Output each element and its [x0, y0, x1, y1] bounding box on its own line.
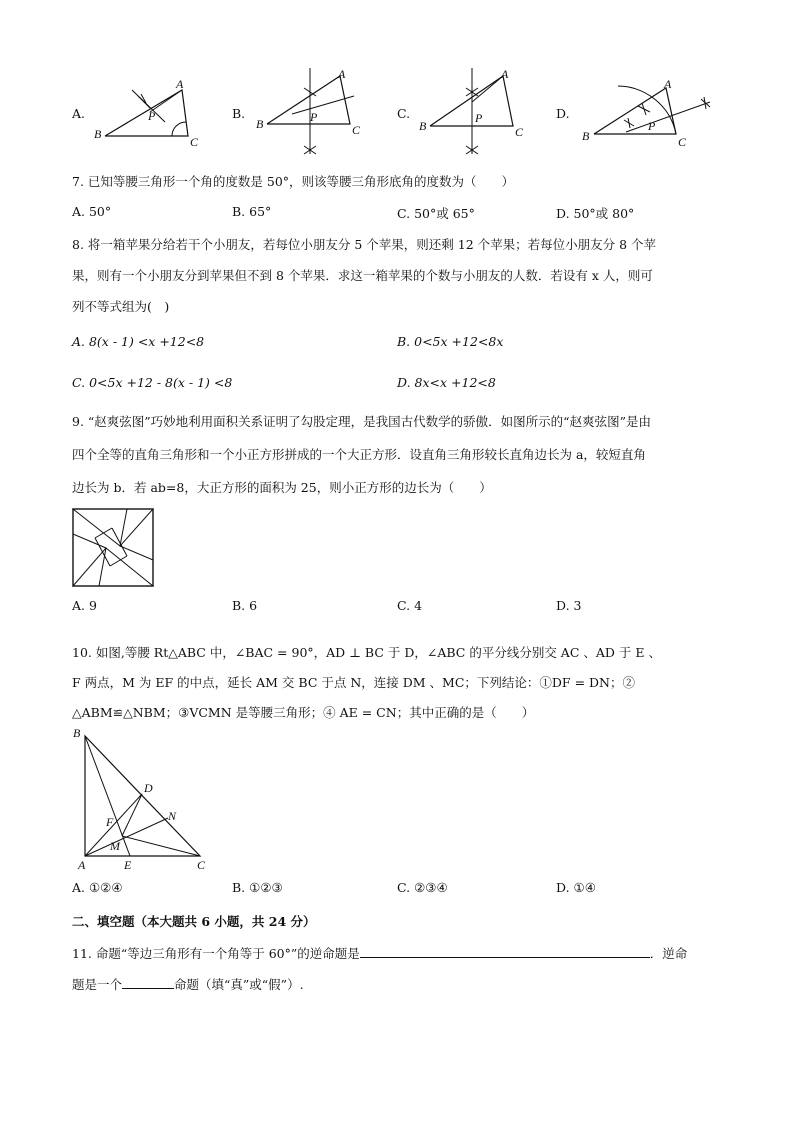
q6-figure-c [415, 66, 535, 158]
q11-blank-1[interactable] [360, 945, 650, 958]
q6-option-d-label: D. [556, 106, 570, 121]
q11-blank-2[interactable] [122, 976, 174, 989]
q6-figure-b [252, 66, 372, 158]
q10-line-3: △ABM≌△NBM；③VCMN 是等腰三角形；④ AE = CN；其中正确的是（ ） [72, 705, 535, 720]
q6-figure-d [578, 72, 728, 152]
q11-text-post-2: 命题（填“真”或“假”）. [174, 977, 304, 992]
q8-option-c: C. 0<5x +12 - 8(x - 1) <8 [72, 375, 233, 390]
q11-line-2 [72, 975, 304, 993]
point-label: P [310, 110, 318, 124]
point-label: A [664, 77, 672, 91]
q9-line-1: 9. “赵爽弦图”巧妙地利用面积关系证明了勾股定理，是我国古代数学的骄傲．如图所示的“赵爽弦图”是由 [72, 414, 651, 429]
q11-text-pre: 11. 命题“等边三角形有一个角等于 60°”的逆命题是 [72, 946, 360, 961]
point-label: P [648, 119, 656, 133]
q6-option-c-label: C. [397, 106, 411, 121]
q8-option-b: B. 0<5x +12<8x [397, 334, 504, 349]
q8-line-2: 果，则有一个小朋友分到苹果但不到 8 个苹果．求这一箱苹果的个数与小朋友的人数．若设有 x 人，则可 [72, 268, 653, 283]
point-label: A [338, 67, 346, 81]
q8-line-1: 8. 将一箱苹果分给若干个小朋友，若每位小朋友分 5 个苹果，则还剩 12 个苹果；若每位小朋友分 8 个苹 [72, 237, 657, 252]
point-label: B [256, 117, 264, 131]
q11-text-post: ．逆命 [649, 946, 688, 961]
q6-figure-a [90, 70, 210, 150]
q6-option-b-label: B. [232, 106, 246, 121]
point-label: N [168, 809, 177, 823]
point-label: A [78, 858, 86, 872]
q10-option-c: C. ②③④ [397, 880, 448, 895]
q8-option-a: A. 8(x - 1) <x +12<8 [72, 334, 205, 349]
q10-option-b: B. ①②③ [232, 880, 283, 895]
q7-option-d: D. 50°或 80° [556, 206, 635, 221]
q11-line-1 [72, 944, 687, 962]
q7-option-a: A. 50° [72, 204, 112, 219]
point-label: F [106, 815, 114, 829]
q8-option-d: D. 8x<x +12<8 [397, 375, 496, 390]
q10-line-1: 10. 如图,等腰 Rt△ABC 中，∠BAC = 90°，AD ⊥ BC 于 D，∠ABC 的平分线分别交 AC 、AD 于 E 、 [72, 645, 661, 660]
point-label: C [678, 135, 687, 149]
point-label: P [148, 109, 156, 123]
q9-option-a: A. 9 [72, 598, 97, 613]
q9-option-d: D. 3 [556, 598, 582, 613]
section-title: 二、填空题（本大题共 6 小题，共 24 分） [72, 914, 316, 929]
point-label: C [190, 135, 199, 149]
point-label: B [73, 726, 81, 740]
q7-option-b: B. 65° [232, 204, 272, 219]
q9-option-c: C. 4 [397, 598, 423, 613]
point-label: E [124, 858, 132, 872]
point-label: C [515, 125, 524, 139]
zhao-shuang-diagram [72, 508, 154, 588]
point-label: P [475, 111, 483, 125]
point-label: M [110, 839, 120, 853]
q7-stem: 7. 已知等腰三角形一个角的度数是 50°，则该等腰三角形底角的度数为（ ） [72, 174, 515, 189]
q6-option-a-label: A. [72, 106, 86, 121]
point-label: A [501, 67, 509, 81]
point-label: D [144, 781, 153, 795]
q10-line-2: F 两点，M 为 EF 的中点，延长 AM 交 BC 于点 N，连接 DM 、MC；下列结论：①DF = DN；② [72, 675, 635, 690]
q10-option-a: A. ①②④ [72, 880, 123, 895]
q10-option-d: D. ①④ [556, 880, 596, 895]
point-label: A [176, 77, 184, 91]
point-label: C [197, 858, 206, 872]
q11-text-pre-2: 题是一个 [72, 977, 123, 992]
q7-option-c: C. 50°或 65° [397, 206, 475, 221]
q10-triangle-figure [70, 726, 215, 874]
point-label: B [582, 129, 590, 143]
q9-line-2: 四个全等的直角三角形和一个小正方形拼成的一个大正方形．设直角三角形较长直角边长为 a，较短直角 [72, 447, 646, 462]
point-label: B [419, 119, 427, 133]
q9-line-3: 边长为 b．若 ab=8，大正方形的面积为 25，则小正方形的边长为（ ） [72, 480, 492, 495]
q8-line-3: 列不等式组为( ) [72, 299, 170, 314]
point-label: B [94, 127, 102, 141]
q9-option-b: B. 6 [232, 598, 258, 613]
point-label: C [352, 123, 361, 137]
